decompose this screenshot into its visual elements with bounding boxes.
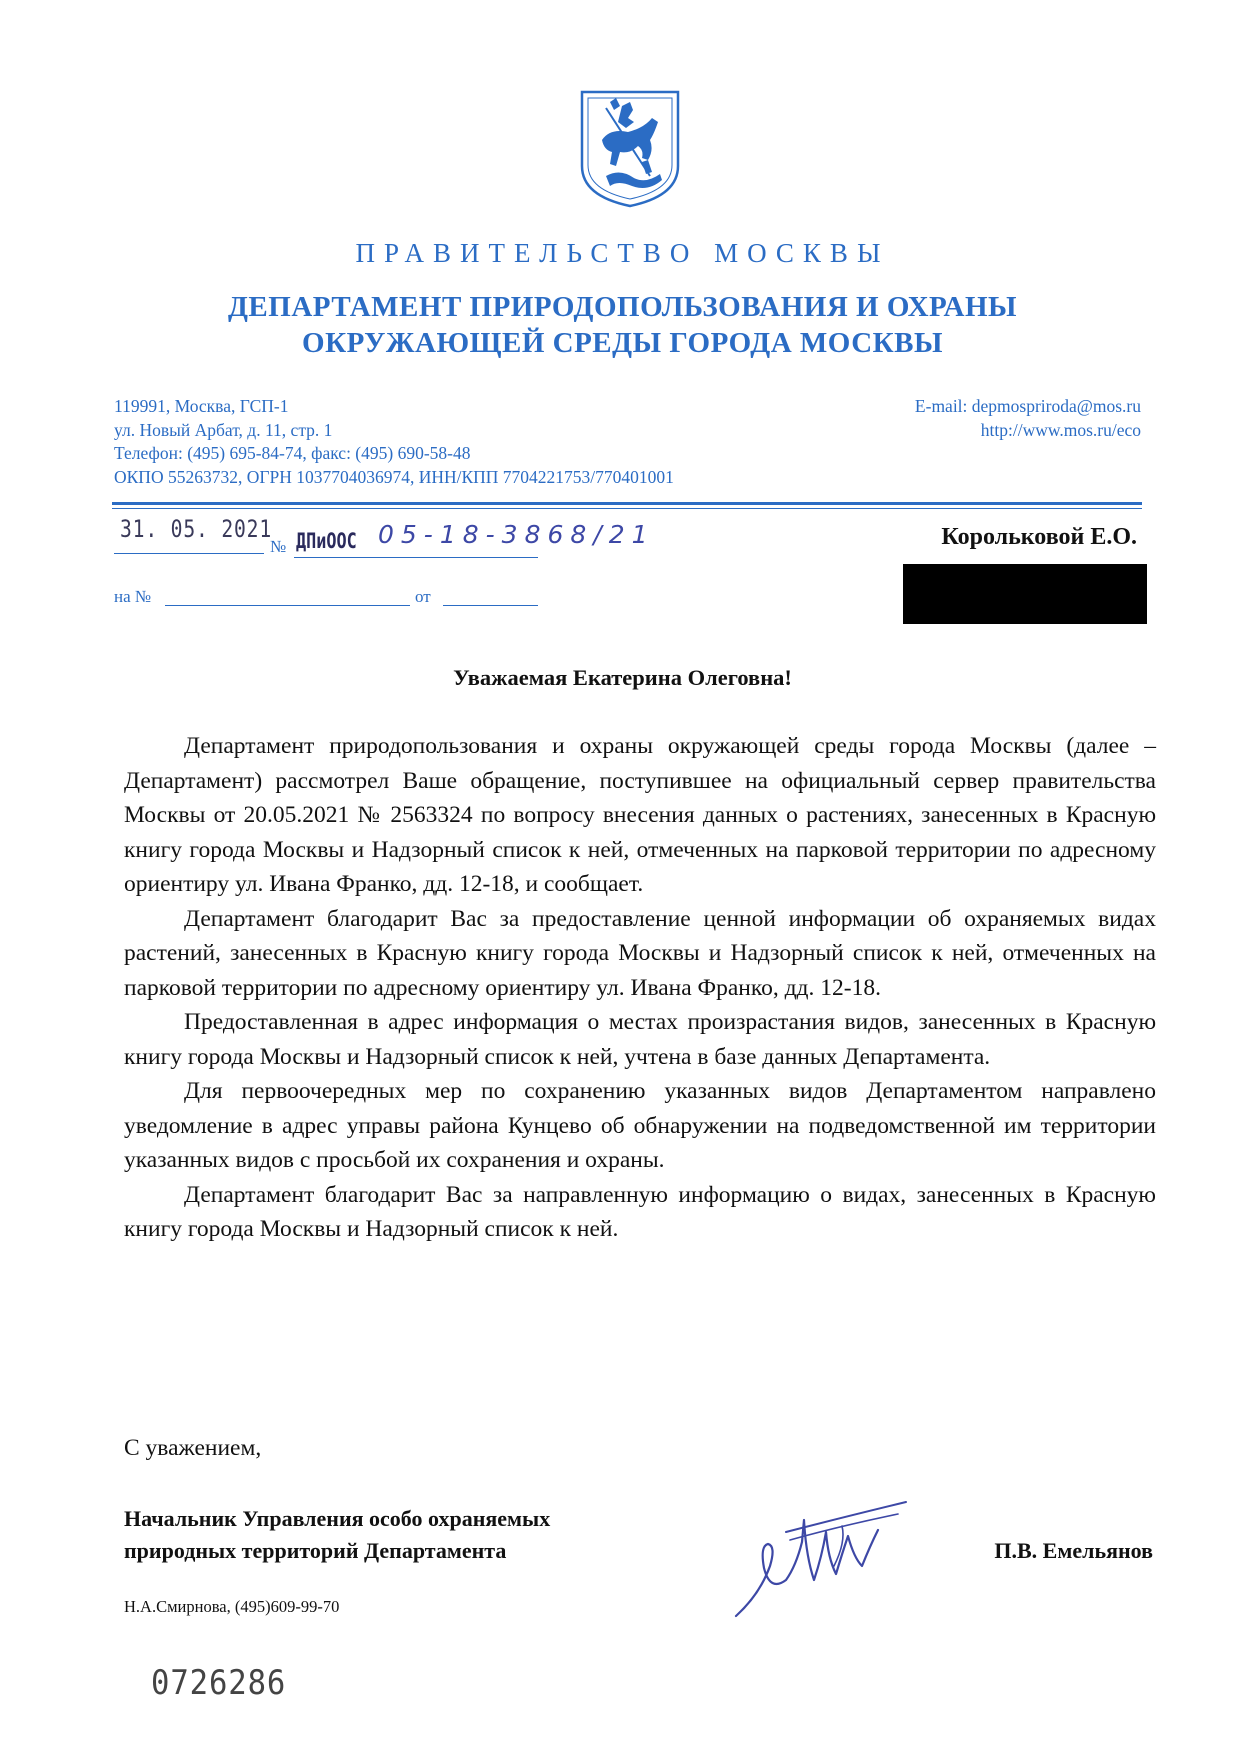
letter-body bbox=[124, 729, 1156, 1247]
body-paragraph: Для первоочередных мер по сохранению указанных видов Департаментом направлено уведомление в адрес управы района Кунцево об обнаружении на подведомственной им территории указанных видов с просьбой их сохранения и охраны. bbox=[124, 1078, 1156, 1173]
signatory-name: П.В. Емельянов bbox=[994, 1538, 1153, 1563]
reference-number-label: на № bbox=[114, 587, 152, 606]
body-paragraph: Предоставленная в адрес информация о местах произрастания видов, занесенных в Красную книгу города Москвы и Надзорный список к ней, учтена в базе данных Департамента. bbox=[124, 1009, 1156, 1070]
date-underline bbox=[114, 553, 264, 554]
reference-date-label: от bbox=[415, 587, 431, 606]
executor-contact: Н.А.Смирнова, (495)609-99-70 bbox=[124, 1597, 340, 1616]
registration-number-prefix: ДПиООС bbox=[296, 529, 357, 553]
department-title-line2: ОКРУЖАЮЩЕЙ СРЕДЫ ГОРОДА МОСКВЫ bbox=[302, 327, 943, 359]
signatory-title bbox=[124, 1503, 550, 1567]
department-title-line1: ДЕПАРТАМЕНТ ПРИРОДОПОЛЬЗОВАНИЯ И ОХРАНЫ bbox=[227, 291, 1018, 323]
department-address bbox=[114, 395, 674, 489]
department-title bbox=[0, 289, 1245, 361]
number-label: № bbox=[270, 537, 287, 556]
moscow-coat-of-arms-icon bbox=[576, 88, 684, 210]
address-line: ОКПО 55263732, ОГРН 1037704036974, ИНН/КПП 7704221753/770401001 bbox=[114, 466, 674, 487]
redacted-block bbox=[903, 564, 1147, 624]
body-paragraph: Департамент благодарит Вас за предоставление ценной информации об охраняемых видах растений, занесенных в Красную книгу города Москвы и Надзорный список к ней, отмеченных на парковой территории по адресному ориентиру ул. Ивана Франко, дд. 12-18. bbox=[124, 905, 1156, 1001]
registration-number-handwritten: 05-18-3868/21 bbox=[378, 520, 655, 549]
addressee-name: Корольковой Е.О. bbox=[941, 524, 1137, 550]
body-paragraph: Департамент природопользования и охраны окружающей среды города Москвы (далее – Департамент) рассмотрел Ваше обращение, поступившее на официальный сервер правительства Москвы от 20.05.2021 № 2563324 по вопросу внесения данных о растениях, занесенных в Красную книгу города Москвы и Надзорный список к ней, отмеченных на парковой территории по адресному ориентиру ул. Ивана Франко, дд. 12-18, и сообщает. bbox=[124, 733, 1156, 897]
closing-phrase: С уважением, bbox=[124, 1435, 262, 1461]
department-contacts bbox=[915, 395, 1141, 442]
reference-date-line bbox=[443, 605, 538, 606]
email-text: E-mail: depmospriroda@mos.ru bbox=[914, 396, 1141, 416]
greeting: Уважаемая Екатерина Олеговна! bbox=[453, 665, 792, 690]
address-line: 119991, Москва, ГСП-1 bbox=[114, 396, 289, 416]
handwritten-signature-icon bbox=[730, 1496, 920, 1626]
website-text: http://www.mos.ru/eco bbox=[980, 419, 1141, 440]
government-title: ПРАВИТЕЛЬСТВО МОСКВЫ bbox=[355, 238, 890, 268]
body-paragraph: Департамент благодарит Вас за направленную информацию о видах, занесенных в Красную книгу города Москвы и Надзорный список к ней. bbox=[124, 1181, 1156, 1242]
letterhead-divider-thin bbox=[112, 508, 1142, 509]
signatory-title-line2: природных территорий Департамента bbox=[124, 1538, 507, 1563]
registration-date: 31. 05. 2021 bbox=[120, 515, 273, 543]
address-line: ул. Новый Арбат, д. 11, стр. 1 bbox=[114, 419, 333, 440]
signatory-title-line1: Начальник Управления особо охраняемых bbox=[124, 1506, 551, 1531]
address-line: Телефон: (495) 695-84-74, факс: (495) 690-58-48 bbox=[114, 443, 471, 463]
form-serial-number: 0726286 bbox=[151, 1663, 287, 1703]
letterhead-divider bbox=[112, 502, 1142, 505]
reference-number-line bbox=[165, 605, 410, 606]
number-underline bbox=[294, 557, 538, 558]
